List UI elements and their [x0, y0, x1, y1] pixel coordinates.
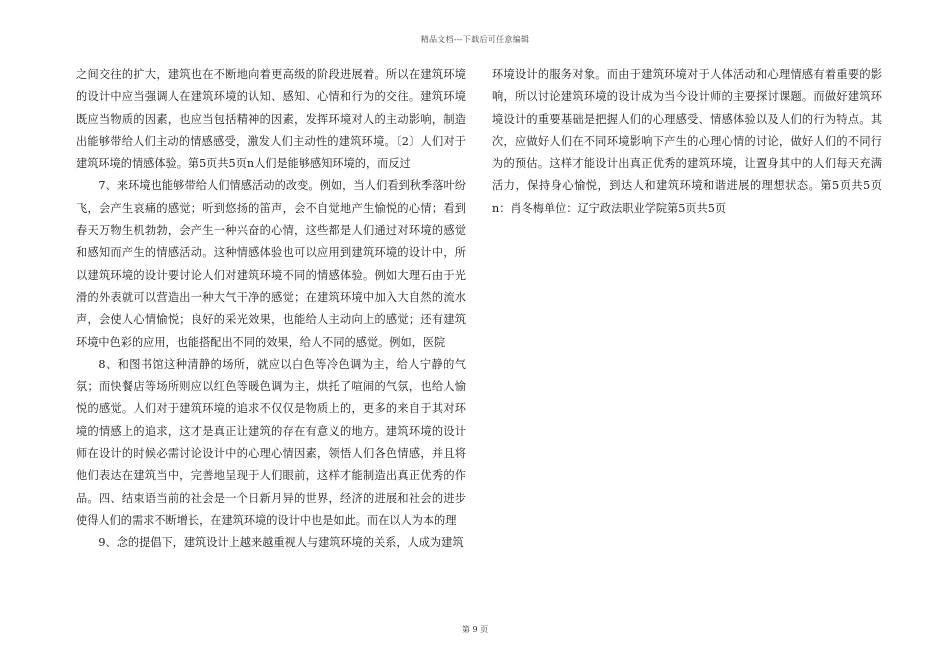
left-text-column — [76, 64, 466, 555]
paragraph: 8、和图书馆这种清静的场所，就应以白色等冷色调为主，给人宁静的气氛；而快餐店等场所则应以红色等暖色调为主，烘托了喧闹的气氛，也给人愉悦的感觉。人们对于建筑环境的追求不仅仅是物质上的，更多的来自于其对环境的情感上的追求，这才是真正让建筑的存在有意义的地方。建筑环境的设计师在设计的时候必需讨论设计中的心理心情因素，领悟人们各色情感，并且将他们表达在建筑当中，完善地呈现于人们眼前，这样才能制造出真正优秀的作品。四、结束语当前的社会是一个日新月异的世界，经济的进展和社会的进步使得人们的需求不断增长，在建筑环境的设计中也是如此。而在以人为本的理 — [76, 357, 466, 527]
paragraph: 之间交往的扩大，建筑也在不断地向着更高级的阶段进展着。所以在建筑环境的设计中应当强调人在建筑环境的认知、感知、心情和行为的交往。建筑环境既应当物质的因素，也应当包括精神的因素，发挥环境对人的主动影响，制造出能够带给人们主动的情感感受，激发人们主动性的建筑环境。〔2〕人们对于建筑环境的情感体验。第5页共5页n人们是能够感知环境的，而反过 — [76, 68, 466, 171]
right-text-column — [492, 64, 882, 220]
paragraph: 7、来环境也能够带给人们情感活动的改变。例如，当人们看到秋季落叶纷飞，会产生哀痛的感觉；听到悠扬的笛声，会不自觉地产生愉悦的心情；看到春天万物生机勃勃，会产生一种兴奋的心情，这些都是人们通过对环境的感觉和感知而产生的情感活动。这种情感体验也可以应用到建筑环境的设计中，所以建筑环境的设计要讨论人们对建筑环境不同的情感体验。例如大理石由于光滑的外表就可以营造出一种大气干净的感觉；在建筑环境中加入大自然的流水声，会使人心情愉悦；良好的采光效果，也能给人主动向上的感觉；还有建筑环境中色彩的应用，也能搭配出不同的效果，给人不同的感觉。例如，医院 — [76, 179, 466, 349]
page-header: 精品文档---下载后可任意编辑 — [420, 35, 530, 44]
paragraph: 9、念的提倡下，建筑设计上越来越重视人与建筑环境的关系，人成为建筑 — [98, 536, 464, 550]
paragraph: 环境设计的服务对象。而由于建筑环境对于人体活动和心理情感有着重要的影响，所以讨论建筑环境的设计成为当今设计师的主要探讨课题。而做好建筑环境设计的重要基础是把握人们的心理感受、情感体验以及人们的行为特点。其次，应做好人们在不同环境影响下产生的心理心情的讨论，做好人们的不同行为的预估。这样才能设计出真正优秀的建筑环境，让置身其中的人们每天充满活力，保持身心愉悦，到达人和建筑环境和谐进展的理想状态。第5页共5页n：肖冬梅单位：辽宁政法职业学院第5页共5页 — [492, 68, 882, 215]
page-number: 第 9 页 — [461, 625, 489, 634]
